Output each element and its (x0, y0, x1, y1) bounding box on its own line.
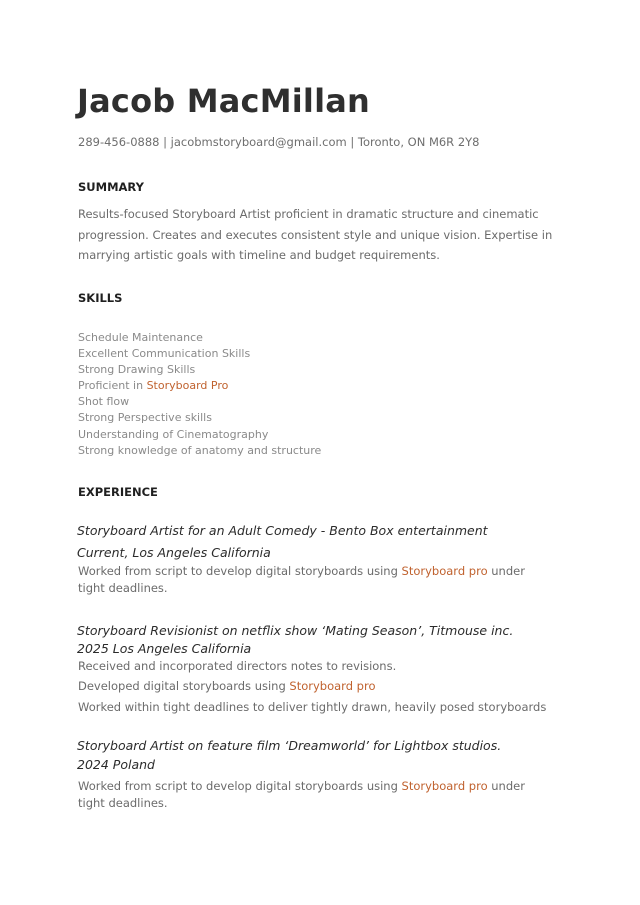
contact-info: 289-456-0888 | jacobmstoryboard@gmail.com | Toronto, ON M6R 2Y8 (78, 135, 480, 149)
job-subtitle: Current, Los Angeles California (77, 545, 271, 560)
skill-item (78, 378, 321, 394)
job-description (78, 679, 375, 693)
job-highlight: Storyboard pro (289, 679, 376, 693)
job-title: Storyboard Revisionist on netflix show ‘Mating Season’, Titmouse inc. (77, 623, 514, 638)
skill-item: Excellent Communication Skills (78, 347, 251, 361)
job-title: Storyboard Artist on feature film ‘Dreamworld’ for Lightbox studios. (77, 738, 502, 753)
candidate-name: Jacob MacMillan (77, 82, 371, 120)
skill-item: Strong knowledge of anatomy and structure (78, 443, 322, 457)
job-title: Storyboard Artist for an Adult Comedy - Bento Box entertainment (77, 523, 488, 538)
job-description: Received and incorporated directors notes to revisions. (78, 659, 397, 673)
skill-item: Understanding of Cinematography (78, 427, 269, 441)
job-highlight: Storyboard pro (401, 564, 488, 578)
skill-item-text: Proficient in (78, 379, 147, 393)
job-description-text: Developed digital storyboards using (78, 679, 290, 693)
skill-highlight: Storyboard Pro (146, 379, 229, 393)
job-description (78, 563, 553, 597)
job-description-text: Worked from script to develop digital storyboards using (78, 564, 402, 578)
job-highlight: Storyboard pro (401, 779, 488, 793)
skill-item: Schedule Maintenance (78, 331, 203, 344)
job-description-text: Worked from script to develop digital storyboards using (78, 779, 402, 793)
skill-item: Strong Perspective skills (78, 411, 212, 425)
experience-heading: EXPERIENCE (78, 485, 158, 499)
job-description (78, 778, 553, 812)
skill-item: Shot flow (78, 395, 130, 409)
skills-heading: SKILLS (78, 291, 123, 305)
job-subtitle: 2024 Poland (77, 757, 155, 772)
summary-heading: SUMMARY (78, 180, 144, 194)
job-subtitle: 2025 Los Angeles California (77, 641, 252, 656)
skill-item: Strong Drawing Skills (78, 363, 196, 377)
skills-list (78, 330, 321, 459)
job-description-text: under tight deadlines. (78, 779, 525, 810)
job-description-text: under tight deadlines. (78, 564, 525, 595)
summary-text: Results-focused Storyboard Artist proficient in dramatic structure and cinematic progression. Creates and executes consistent style and unique vision. Expertise in marrying artistic goals with timeline and budget requirements. (78, 207, 553, 262)
job-description: Worked within tight deadlines to deliver tightly drawn, heavily posed storyboards (78, 700, 547, 714)
